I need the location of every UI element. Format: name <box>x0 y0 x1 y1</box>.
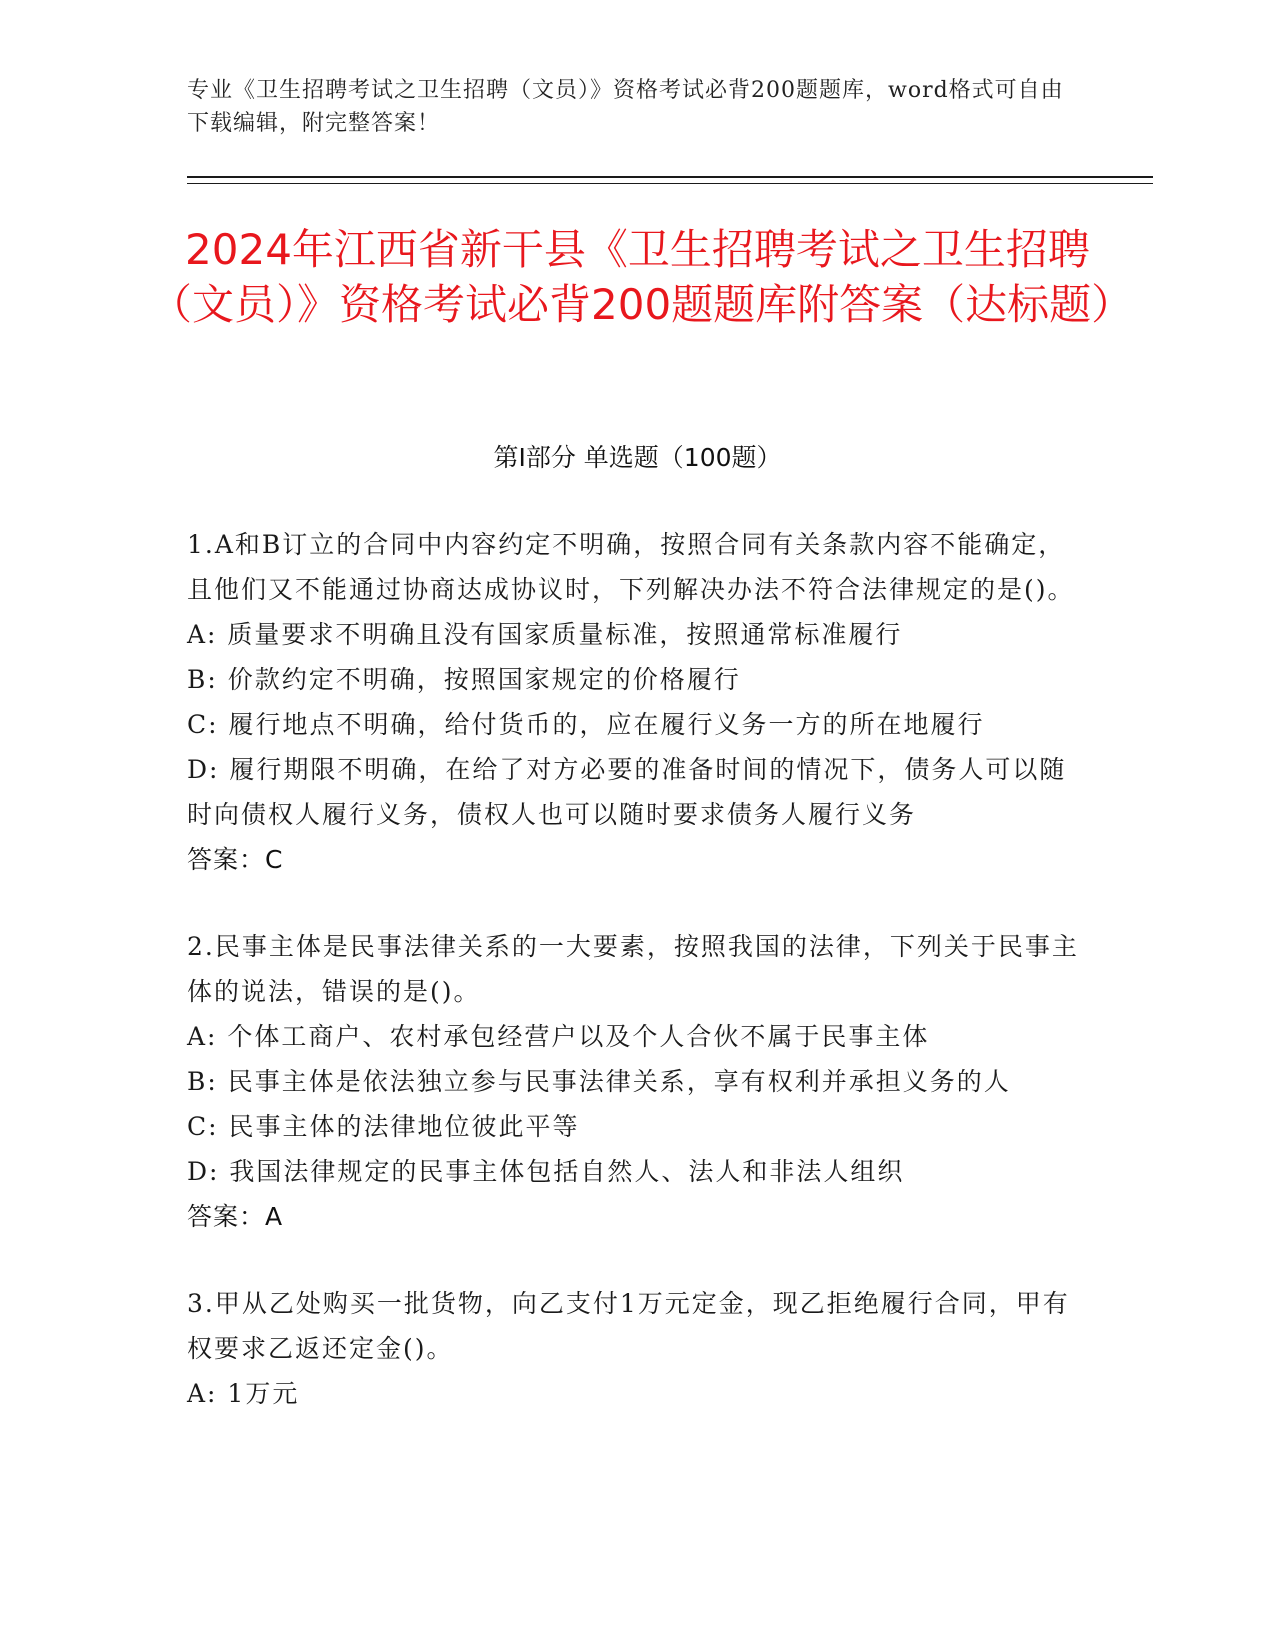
option-c: C: 履行地点不明确，给付货币的，应在履行义务一方的所在地履行 <box>187 710 985 739</box>
question-stem: 2.民事主体是民事法律关系的一大要素，按照我国的法律，下列关于民事主体的说法，错误的是()。 <box>187 932 1079 1006</box>
option-a: A: 1万元 <box>187 1379 300 1408</box>
question-1 <box>187 522 1087 882</box>
option-b: B: 民事主体是依法独立参与民事法律关系，享有权利并承担义务的人 <box>187 1067 1011 1096</box>
header-note: 专业《卫生招聘考试之卫生招聘（文员）》资格考试必背200题题库，word格式可自由下载编辑，附完整答案！ <box>187 78 1064 136</box>
header-rule-thin <box>187 183 1153 184</box>
option-a: A: 个体工商户、农村承包经营户以及个人合伙不属于民事主体 <box>187 1022 930 1051</box>
question-list <box>187 522 1087 1416</box>
option-d: D: 履行期限不明确，在给了对方必要的准备时间的情况下，债务人可以随时向债权人履行义务，债权人也可以随时要求债务人履行义务 <box>187 755 1067 829</box>
question-stem: 3.甲从乙处购买一批货物，向乙支付1万元定金，现乙拒绝履行合同，甲有权要求乙返还定金()。 <box>187 1289 1070 1363</box>
option-a: A: 质量要求不明确且没有国家质量标准，按照通常标准履行 <box>187 620 903 649</box>
answer: 答案：C <box>187 845 284 874</box>
option-b: B: 价款约定不明确，按照国家规定的价格履行 <box>187 665 741 694</box>
option-c: C: 民事主体的法律地位彼此平等 <box>187 1112 580 1141</box>
header-rule-thick <box>187 176 1153 178</box>
question-2 <box>187 924 1087 1239</box>
document-title: 2024年江西省新干县《卫生招聘考试之卫生招聘（文员）》资格考试必背200题题库附答案（达标题） <box>150 225 1134 329</box>
question-3 <box>187 1281 1087 1416</box>
answer: 答案：A <box>187 1202 284 1231</box>
section-title: 第I部分 单选题（100题） <box>493 443 782 472</box>
option-d: D: 我国法律规定的民事主体包括自然人、法人和非法人组织 <box>187 1157 905 1186</box>
question-stem: 1.A和B订立的合同中内容约定不明确，按照合同有关条款内容不能确定，且他们又不能通过协商达成协议时，下列解决办法不符合法律规定的是()。 <box>187 530 1075 604</box>
